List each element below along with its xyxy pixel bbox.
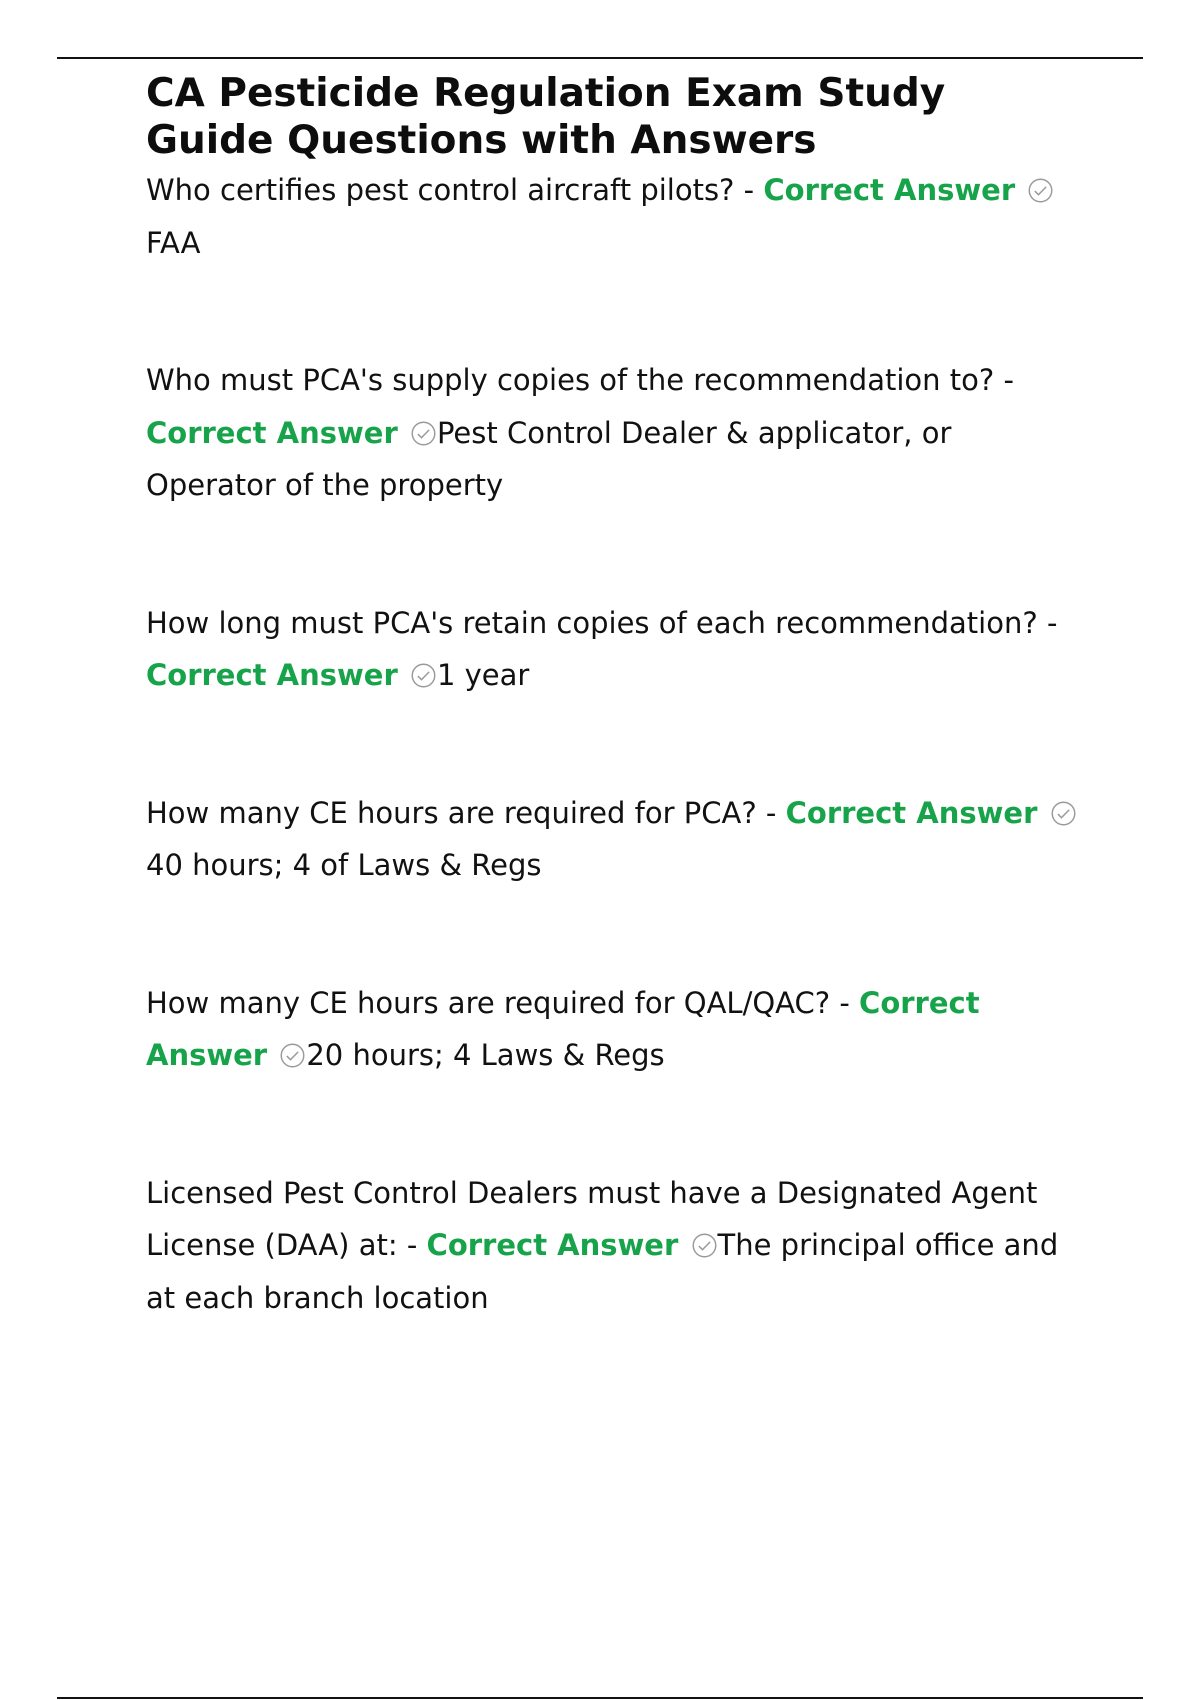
question-text: How many CE hours are required for QAL/QAC? [146, 985, 831, 1020]
answer-text: 1 year [436, 658, 530, 692]
answer-text: 20 hours; 4 Laws & Regs [306, 1038, 665, 1072]
bottom-divider [57, 1697, 1143, 1699]
correct-answer-label: Correct Answer [763, 173, 1016, 207]
separator: - [734, 173, 764, 207]
document-title: CA Pesticide Regulation Exam Study Guide Questions with Answers [146, 71, 946, 163]
answer-text: Pest Control Dealer & applicator, or Operator of the property [146, 415, 952, 502]
qa-item [146, 597, 1086, 702]
separator: - [994, 363, 1014, 397]
question-text: Who certifies pest control aircraft pilots? [146, 173, 735, 207]
answer-text: The principal office and at each branch location [146, 1228, 1059, 1315]
question-text: How many CE hours are required for PCA? [146, 795, 757, 830]
correct-answer-label: Correct Answer [146, 415, 398, 450]
correct-answer-label: Correct Answer [426, 1228, 679, 1262]
check-circle-icon [410, 420, 437, 447]
separator: - [397, 1228, 427, 1262]
separator: - [830, 985, 860, 1020]
qa-item [146, 977, 1086, 1082]
correct-answer-label: Correct Answer [146, 985, 980, 1072]
qa-item [146, 1167, 1086, 1325]
correct-answer-label: Correct Answer [785, 795, 1038, 830]
check-circle-icon [691, 1232, 718, 1259]
question-text: Who must PCA's supply copies of the recommendation to? [146, 363, 995, 397]
qa-item [146, 354, 1086, 512]
separator: - [756, 795, 786, 830]
question-text: Licensed Pest Control Dealers must have a Designated Agent License (DAA) at: [146, 1175, 1038, 1262]
check-circle-icon [1050, 800, 1077, 827]
qa-item [146, 164, 1086, 269]
qa-item [146, 787, 1086, 892]
separator: - [1037, 605, 1058, 640]
document-body [146, 70, 1086, 1324]
check-circle-icon [410, 662, 437, 689]
top-divider [57, 57, 1143, 59]
check-circle-icon [279, 1042, 306, 1069]
answer-text: FAA [146, 225, 201, 260]
check-circle-icon [1027, 177, 1054, 204]
qa-list [146, 164, 1086, 1324]
correct-answer-label: Correct Answer [146, 658, 398, 692]
question-text: How long must PCA's retain copies of each recommendation? [146, 605, 1038, 640]
answer-text: 40 hours; 4 of Laws & Regs [146, 848, 542, 882]
